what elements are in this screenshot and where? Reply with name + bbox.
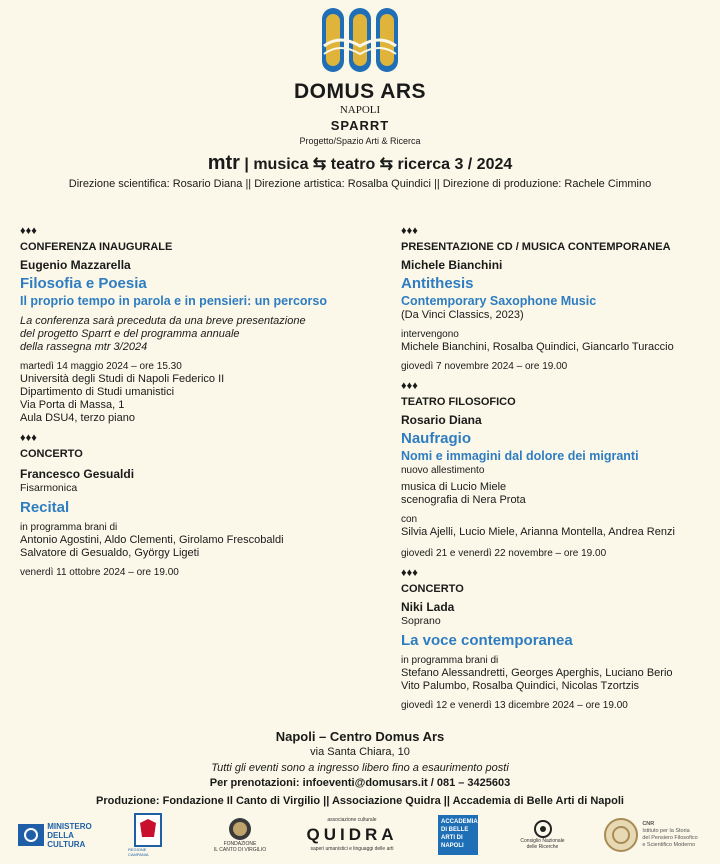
logo-text: del Pensiero Filosofico <box>642 835 698 841</box>
diamond-separator: ♦♦♦ <box>20 225 37 237</box>
program-line: Antonio Agostini, Aldo Clementi, Girolamo Frescobaldi <box>20 534 284 546</box>
program-intro: in programma brani di <box>20 522 118 533</box>
event-teatro-filosofico <box>401 379 711 560</box>
event-note-line: La conferenza sarà preceduta da una breve presentazione <box>20 315 306 327</box>
event-performer: Niki Lada <box>401 600 455 614</box>
regione-campania-logo <box>128 812 168 858</box>
venue-address: via Santa Chiara, 10 <box>310 746 410 758</box>
event-conferenza <box>20 224 370 425</box>
quidra-logo <box>288 812 416 858</box>
cnr-logo <box>505 812 580 858</box>
canto-virgilio-medallion-icon <box>228 817 252 841</box>
domus-ars-logo <box>320 6 400 74</box>
event-speaker: Michele Bianchini <box>401 258 503 272</box>
event-presentazione-cd <box>401 224 711 373</box>
series-rest: | musica ⇆ teatro ⇆ ricerca 3 / 2024 <box>239 156 513 173</box>
program-line: Vito Palumbo, Rosalba Quindici, Nicolas Tzortzis <box>401 680 640 692</box>
accademia-mark: ACCADEMIA DI BELLE ARTI DI NAPOLI <box>438 815 478 855</box>
event-date: giovedì 12 e venerdì 13 dicembre 2024 – ore 19.00 <box>401 700 628 711</box>
production-credits: Produzione: Fondazione Il Canto di Virgilio || Associazione Quidra || Accademia di Belle Arti di Napoli <box>96 795 624 807</box>
logo-caption: REGIONE CAMPANIA <box>128 847 149 857</box>
logo-text: IL CANTO DI VIRGILIO <box>213 847 267 853</box>
music-credit: musica di Lucio Miele <box>401 481 507 493</box>
event-note-line: del progetto Sparrt e del programma annuale <box>20 328 240 340</box>
sparrt-title: SPARRT <box>330 118 390 133</box>
event-note-line: della rassegna mtr 3/2024 <box>20 341 148 353</box>
free-entry-note: Tutti gli eventi sono a ingresso libero fino a esaurimento posti <box>211 762 509 774</box>
diamond-separator: ♦♦♦ <box>20 432 37 444</box>
logo-text: CULTURA <box>47 839 86 849</box>
series-title <box>0 152 720 175</box>
partner-logos <box>0 812 720 860</box>
event-title: Filosofia e Poesia <box>20 275 147 292</box>
ministero-emblem-icon <box>18 824 44 846</box>
scenography-credit: scenografia di Nera Prota <box>401 494 526 506</box>
right-column <box>401 224 711 712</box>
cast-intro: con <box>401 514 418 525</box>
event-performer: Francesco Gesualdi <box>20 467 135 481</box>
logo-text: Istituto per la Storia <box>642 828 690 834</box>
quidra-wordmark: QUIDRA <box>306 825 398 844</box>
event-title: Naufragio <box>401 430 472 447</box>
event-date: giovedì 21 e venerdì 22 novembre – ore 19.00 <box>401 548 607 559</box>
logo-text: FONDAZIONE <box>223 841 257 847</box>
direction-credits: Direzione scientifica: Rosario Diana || Direzione artistica: Rosalba Quindici || Direzione di produzione: Rachele Cimmino <box>68 178 652 190</box>
event-category: PRESENTAZIONE CD / MUSICA CONTEMPORANEA <box>401 241 671 253</box>
venue-name: Napoli – Centro Domus Ars <box>275 729 445 744</box>
event-concerto-lada <box>401 566 711 712</box>
logo-text: e Scientifico Moderno <box>642 842 696 848</box>
logo-text: DELLA <box>47 830 74 840</box>
event-subtitle: Contemporary Saxophone Music <box>401 294 597 308</box>
event-instrument: Fisarmonica <box>20 482 78 494</box>
logo-text: MINISTERO <box>47 821 92 831</box>
diamond-separator: ♦♦♦ <box>401 567 418 579</box>
event-category: TEATRO FILOSOFICO <box>401 396 516 408</box>
event-subtitle: Il proprio tempo in parola e in pensieri: un percorso <box>20 294 327 308</box>
event-title: Recital <box>20 499 70 516</box>
event-title: Antithesis <box>401 275 474 292</box>
logo-text: CNR <box>642 821 655 827</box>
org-city: NAPOLI <box>339 104 381 116</box>
cd-label: (Da Vinci Classics, 2023) <box>401 309 524 321</box>
ministero-cultura-logo <box>10 812 100 858</box>
program-line: Salvatore di Gesualdo, György Ligeti <box>20 547 200 559</box>
left-column <box>20 224 370 579</box>
staging-note: nuovo allestimento <box>401 465 485 476</box>
regione-shield-icon <box>134 813 162 847</box>
event-speaker: Rosario Diana <box>401 413 482 427</box>
program-line: Stefano Alessandretti, Georges Aperghis, Luciano Berio <box>401 667 673 679</box>
diamond-separator: ♦♦♦ <box>401 380 418 392</box>
ispf-cnr-logo <box>592 812 710 858</box>
venue-line: Aula DSU4, terzo piano <box>20 412 135 424</box>
program-intro: in programma brani di <box>401 655 499 666</box>
event-date: giovedì 7 novembre 2024 – ore 19.00 <box>401 361 568 372</box>
event-speaker: Eugenio Mazzarella <box>20 258 131 272</box>
series-mtr: mtr <box>207 152 240 174</box>
diamond-separator: ♦♦♦ <box>401 225 418 237</box>
event-category: CONCERTO <box>401 583 464 595</box>
logo-text: Consiglio Nazionale <box>520 838 565 844</box>
canto-virgilio-logo <box>200 812 280 858</box>
sparrt-subtitle: Progetto/Spazio Arti & Ricerca <box>299 136 421 146</box>
logo-text: associazione culturale <box>327 817 377 823</box>
event-date: venerdì 11 ottobre 2024 – ore 19.00 <box>20 567 179 578</box>
ispf-medallion-icon <box>604 818 638 852</box>
logo-text: delle Ricerche <box>526 844 559 850</box>
event-subtitle: Nomi e immagini dal dolore dei migranti <box>401 449 639 463</box>
event-title: La voce contemporanea <box>401 632 573 649</box>
venue-line: Dipartimento di Studi umanistici <box>20 386 175 398</box>
event-category: CONFERENZA INAUGURALE <box>20 241 173 253</box>
logo-text: saperi umanistici e linguaggi delle arti <box>310 846 394 852</box>
accademia-belle-arti-logo <box>436 812 480 858</box>
speakers-intro: intervengono <box>401 329 459 340</box>
venue-line: Università degli Studi di Napoli Federico II <box>20 373 225 385</box>
speakers-list: Michele Bianchini, Rosalba Quindici, Giancarlo Turaccio <box>401 341 674 353</box>
booking-info: Per prenotazioni: infoeventi@domusars.it / 081 – 3425603 <box>209 777 511 789</box>
event-date: martedì 14 maggio 2024 – ore 15.30 <box>20 361 182 372</box>
venue-line: Via Porta di Massa, 1 <box>20 399 125 411</box>
event-concerto-gesualdi <box>20 431 370 579</box>
cnr-emblem-icon <box>534 820 552 838</box>
cast-list: Silvia Ajelli, Lucio Miele, Arianna Montella, Andrea Renzi <box>401 526 675 538</box>
event-voice-type: Soprano <box>401 615 441 627</box>
org-name: DOMUS ARS <box>293 80 427 103</box>
event-category: CONCERTO <box>20 448 83 460</box>
